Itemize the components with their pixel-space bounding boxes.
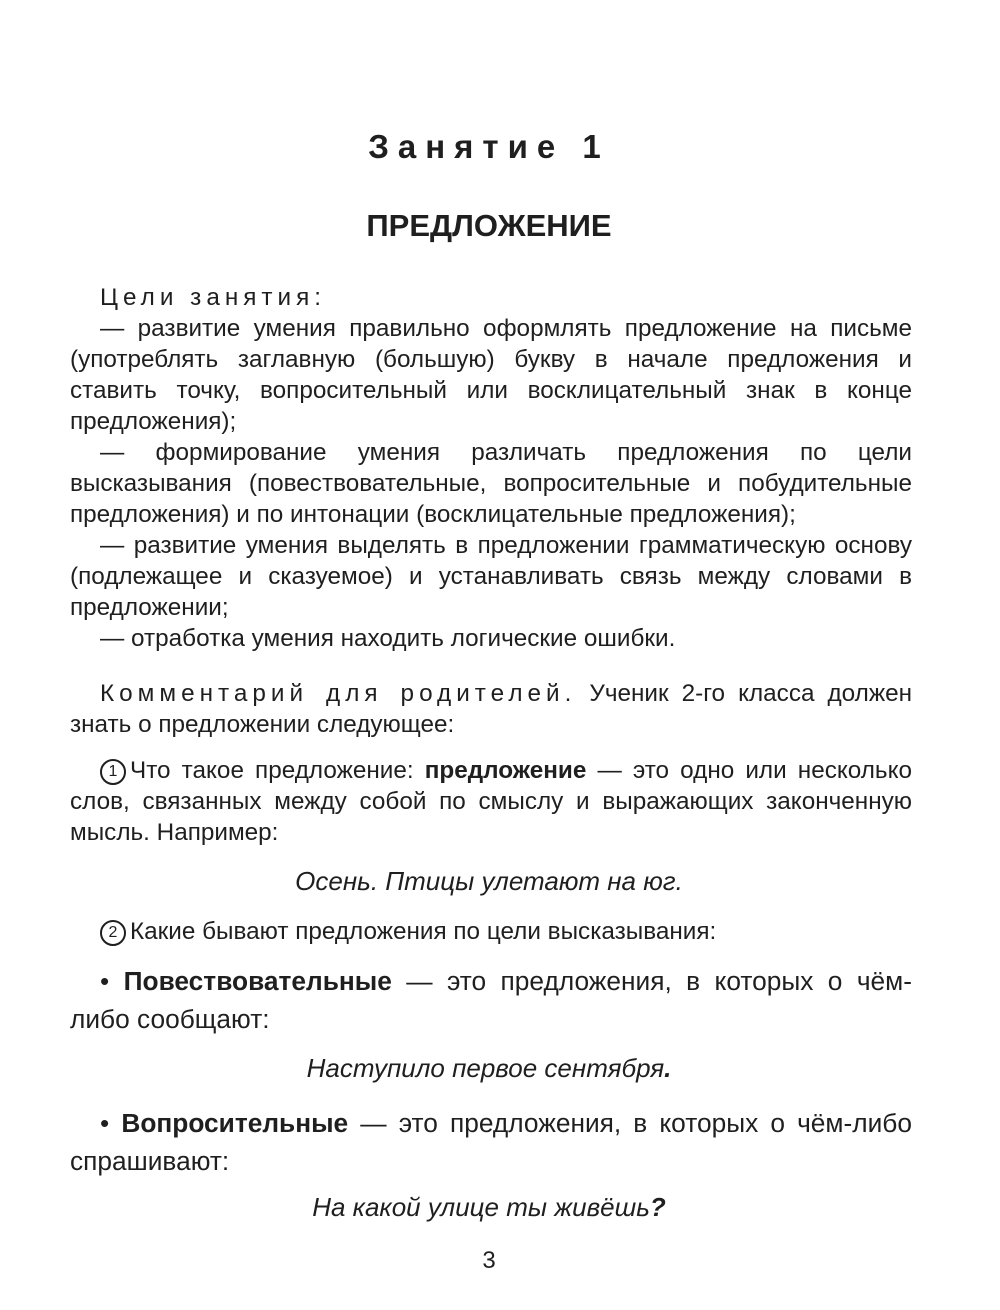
goals-section <box>70 282 912 654</box>
example-question-mark: ? <box>649 1192 666 1222</box>
goal-item: — отработка умения находить логические ошибки. <box>100 625 676 652</box>
goal-item: — развитие умения правильно оформлять предложение на письме (употреблять заглавную (большую) букву в начале предложения и ставить точку, вопросительный или восклицательный знак в конце предложения); <box>70 315 912 435</box>
example-narrative-mark: . <box>664 1053 672 1083</box>
bullet: • <box>100 966 110 996</box>
example-question-text: На какой улице ты живёшь <box>312 1192 650 1222</box>
example-narrative <box>0 1053 978 1084</box>
example-question <box>0 1192 978 1223</box>
question-text: — это предложения, в которых о чём-либо спрашивают: <box>70 1108 912 1176</box>
point1-term: предложение <box>424 757 587 784</box>
page-number: 3 <box>482 1247 496 1274</box>
point-2 <box>70 916 912 947</box>
narrative-definition <box>70 962 912 1038</box>
point1-definition: — это одно или несколько слов, связанных между собой по смыслу и выражающих законченную мысль. Например: <box>70 757 912 846</box>
example-autumn: Осень. Птицы улетают на юг. <box>295 866 683 896</box>
narrative-text: — это предложения, в которых о чём-либо сообщают: <box>70 966 912 1034</box>
question-term: Вопросительные <box>121 1108 349 1138</box>
comment-text: Ученик 2-го класса должен знать о предложении следующее: <box>70 680 912 738</box>
goal-item: — развитие умения выделять в предложении грамматическую основу (подлежащее и сказуемое) и устанавливать связь между словами в предложении; <box>70 532 912 621</box>
question-definition <box>70 1104 912 1180</box>
lesson-heading: Занятие 1 <box>368 128 610 165</box>
goal-item: — формирование умения различать предложения по цели высказывания (повествовательные, вопросительные и побудительные предложения) и по интонации (восклицательные предложения); <box>70 439 912 528</box>
bullet: • <box>100 1108 110 1138</box>
point-1 <box>70 755 912 848</box>
point1-intro: Что такое предложение: <box>130 757 425 784</box>
page-title: ПРЕДЛОЖЕНИЕ <box>366 208 612 243</box>
example-narrative-text: Наступило первое сентября <box>306 1053 665 1083</box>
narrative-term: Повествовательные <box>123 966 392 996</box>
number-2-badge: 2 <box>100 920 126 946</box>
number-1-badge: 1 <box>100 759 126 785</box>
parents-comment <box>70 678 912 740</box>
comment-label: Комментарий для родителей. <box>100 680 577 707</box>
point2-intro: Какие бывают предложения по цели высказывания: <box>130 918 717 945</box>
goals-label: Цели занятия: <box>100 284 327 311</box>
